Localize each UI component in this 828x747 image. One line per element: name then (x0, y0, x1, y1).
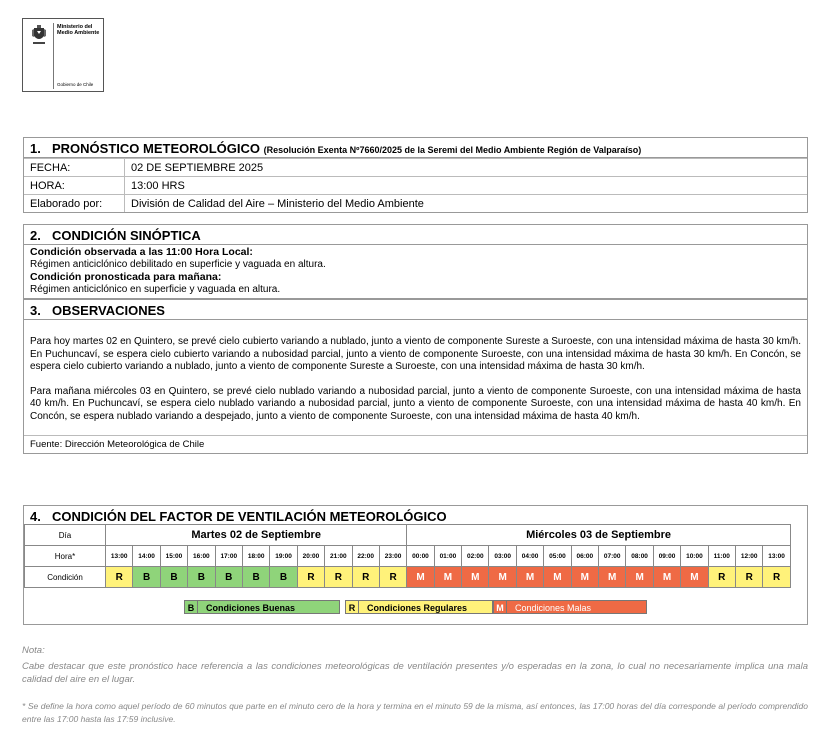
condition-cell: R (297, 567, 324, 588)
table-row (24, 159, 807, 177)
hour-cell: 22:00 (352, 546, 379, 567)
fecha-label: FECHA: (24, 159, 125, 177)
hour-cell: 14:00 (133, 546, 160, 567)
hour-cell: 00:00 (407, 546, 434, 567)
legend-bad (493, 600, 647, 614)
condition-cell: M (407, 567, 434, 588)
condition-cell: R (352, 567, 379, 588)
hour-cell: 03:00 (489, 546, 516, 567)
ventilation-table (24, 524, 791, 588)
legend-good (184, 600, 340, 614)
legend-label: Condiciones Malas (507, 600, 647, 614)
day1-header: Martes 02 de Septiembre (106, 525, 407, 546)
hora-value: 13:00 HRS (125, 177, 808, 195)
legend-key: R (345, 600, 359, 614)
condition-cell: M (653, 567, 680, 588)
observed-text: Régimen anticiclónico debilitado en superficie y vaguada en altura. (30, 259, 326, 270)
condition-cell: M (681, 567, 708, 588)
hora-label: HORA: (24, 177, 125, 195)
dia-label: Día (25, 525, 106, 546)
condition-cell: R (708, 567, 735, 588)
section-synoptic-title: 2. CONDICIÓN SINÓPTICA (24, 225, 807, 245)
hour-cell: 01:00 (434, 546, 461, 567)
hour-cell: 02:00 (462, 546, 489, 567)
condition-cell: M (516, 567, 543, 588)
hour-cell: 23:00 (379, 546, 406, 567)
legend-key: M (493, 600, 507, 614)
legend-key: B (184, 600, 198, 614)
condition-cell: R (325, 567, 352, 588)
forecast-info-table (24, 158, 807, 212)
section-observations-title: 3. OBSERVACIONES (24, 300, 807, 320)
hour-cell: 21:00 (325, 546, 352, 567)
condition-cell: M (434, 567, 461, 588)
coat-of-arms-icon (29, 24, 49, 46)
hour-cell: 11:00 (708, 546, 735, 567)
hour-cell: 10:00 (681, 546, 708, 567)
condition-cell: B (188, 567, 215, 588)
hour-cell: 13:00 (106, 546, 133, 567)
logo-divider (53, 23, 54, 89)
condition-cell: B (270, 567, 297, 588)
section-ventilation-title: 4. CONDICIÓN DEL FACTOR DE VENTILACIÓN METEOROLÓGICO (30, 509, 447, 524)
condition-cell: M (571, 567, 598, 588)
observation-tomorrow: Para mañana miércoles 03 en Quintero, se prevé cielo nublado variando a nubosidad parcial, junto a viento de componente Suroeste, con una intensidad máxima de hasta 40 km/h. En Puchuncaví, se espera cielo nublado variando a nubosidad parcial, junto a viento de componente Suroeste, con una intensidad máxima de hasta 40 km/h. En Concón, se espera nublado variando a despejado, junto a viento de componente Suroeste, con una intensidad máxima de hasta 40 km/h. (30, 385, 801, 422)
hour-cell: 17:00 (215, 546, 242, 567)
hour-cell: 07:00 (599, 546, 626, 567)
condition-cell: M (544, 567, 571, 588)
table-row (24, 177, 807, 195)
hour-cell: 05:00 (544, 546, 571, 567)
observed-label: Condición observada a las 11:00 Hora Local: (30, 246, 253, 258)
legend-label: Condiciones Regulares (359, 600, 493, 614)
condition-cell: R (379, 567, 406, 588)
day2-header: Miércoles 03 de Septiembre (407, 525, 790, 546)
hour-cell: 09:00 (653, 546, 680, 567)
table-row (24, 195, 807, 213)
observation-today: Para hoy martes 02 en Quintero, se prevé cielo cubierto variando a nublado, junto a viento de componente Sureste a Suroeste, con una intensidad máxima de hasta 30 km/h. En Puchuncaví, se espera cielo cubierto variando a nubosidad parcial, junto a viento de componente Suroeste, con una intensidad máxima de hasta 30 km/h. En Concón, se espera cielo cubierto variando a nublado, junto a viento de componente Sureste a Suroeste, con una intensidad máxima de hasta 30 km/h. (30, 336, 801, 372)
note-footnote: * Se define la hora como aquel período de 60 minutos que parte en el minuto cero de la hora y termina en el minuto 59 de la misma, así entonces, las 17:00 horas del día corresponde al período comprendido entre las 17:00 hasta las 17:59 inclusive. (22, 701, 808, 724)
condition-cell: M (626, 567, 653, 588)
elaborado-label: Elaborado por: (24, 195, 125, 213)
gobierno-label: Gobierno de Chile (57, 82, 94, 87)
condition-cell: M (599, 567, 626, 588)
section-forecast (23, 137, 808, 213)
fecha-value: 02 DE SEPTIEMBRE 2025 (125, 159, 808, 177)
condition-cell: B (242, 567, 269, 588)
hour-cell: 08:00 (626, 546, 653, 567)
hour-cell: 13:00 (763, 546, 790, 567)
synoptic-content (24, 245, 807, 298)
condition-cell: B (215, 567, 242, 588)
hour-cell: 06:00 (571, 546, 598, 567)
ministry-logo (22, 18, 104, 92)
forecast-text: Régimen anticiclónico en superficie y vaguada en altura. (30, 284, 281, 295)
legend-label: Condiciones Buenas (198, 600, 340, 614)
condition-cell: R (735, 567, 762, 588)
condicion-row-label: Condición (25, 567, 106, 588)
resolution-subtitle: (Resolución Exenta Nº7660/2025 de la Seremi del Medio Ambiente Región de Valparaíso) (263, 145, 642, 155)
section-forecast-title: 1. PRONÓSTICO METEOROLÓGICO (Resolución Exenta Nº7660/2025 de la Seremi del Medio Ambiente Región de Valparaíso) (24, 138, 807, 158)
source-note: Fuente: Dirección Meteorológica de Chile (24, 435, 807, 453)
condition-cell: M (489, 567, 516, 588)
condition-cell: R (106, 567, 133, 588)
condition-cell: B (160, 567, 187, 588)
condition-cell: B (133, 567, 160, 588)
condition-cell: R (763, 567, 790, 588)
hora-row-label: Hora* (25, 546, 106, 567)
section-observations (23, 299, 808, 454)
hour-cell: 12:00 (735, 546, 762, 567)
observations-body (24, 320, 807, 423)
hour-cell: 16:00 (188, 546, 215, 567)
condition-cell: M (462, 567, 489, 588)
hour-cell: 15:00 (160, 546, 187, 567)
legend-regular (345, 600, 493, 614)
note-title: Nota: (22, 645, 45, 656)
ministry-name: Ministerio del Medio Ambiente (57, 24, 100, 36)
hour-cell: 04:00 (516, 546, 543, 567)
section-synoptic (23, 224, 808, 299)
forecast-label: Condición pronosticada para mañana: (30, 271, 222, 283)
hour-cell: 19:00 (270, 546, 297, 567)
hour-cell: 18:00 (242, 546, 269, 567)
note-text: Cabe destacar que este pronóstico hace referencia a las condiciones meteorológicas de ventilación presentes y/o esperadas en la zona, lo cual no necesariamente implica una mala calidad del aire en el lugar. (22, 661, 808, 685)
hour-cell: 20:00 (297, 546, 324, 567)
elaborado-value: División de Calidad del Aire – Ministerio del Medio Ambiente (125, 195, 808, 213)
